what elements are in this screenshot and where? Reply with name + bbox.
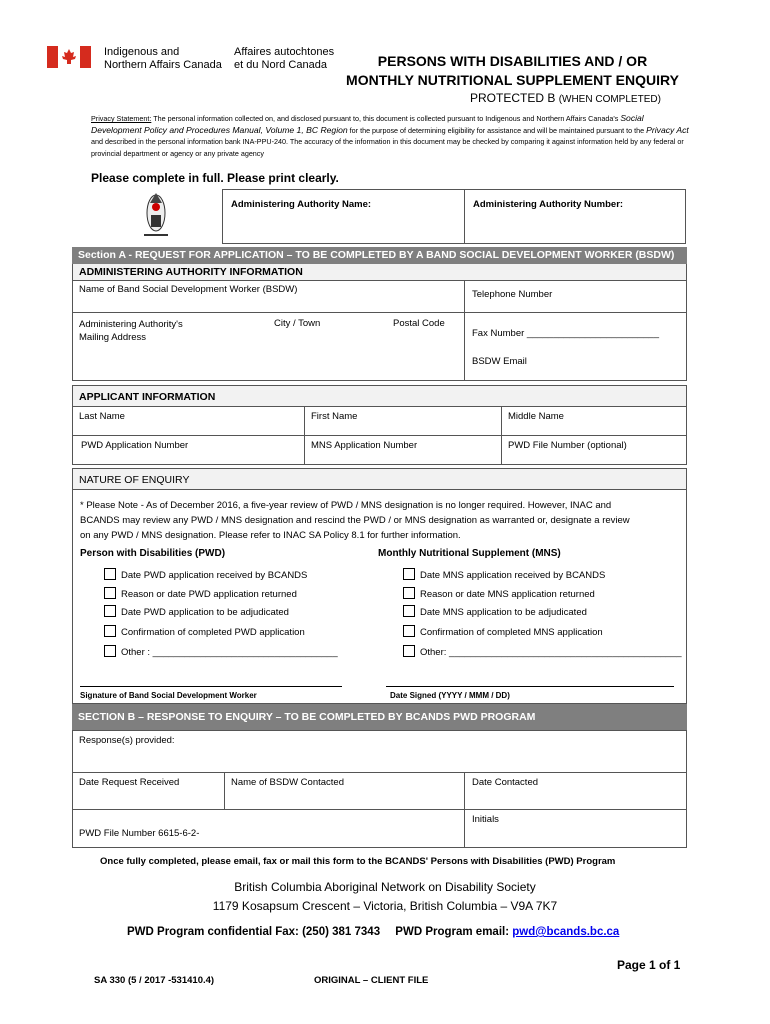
divider xyxy=(72,772,687,773)
mns-checkbox-other[interactable] xyxy=(403,645,682,658)
divider xyxy=(224,772,225,809)
protected-label xyxy=(470,91,661,105)
checkbox-icon[interactable] xyxy=(403,568,415,580)
middle-name-field[interactable]: Middle Name xyxy=(508,411,564,422)
divider xyxy=(72,435,687,436)
divider xyxy=(304,406,305,465)
nature-header: NATURE OF ENQUIRY xyxy=(72,468,687,490)
pwd-item-label: Date PWD application to be adjudicated xyxy=(121,607,289,618)
checkbox-icon[interactable] xyxy=(104,625,116,637)
postal-code-field[interactable]: Postal Code xyxy=(393,318,445,329)
checkbox-icon[interactable] xyxy=(104,587,116,599)
privacy-manual: Social Development Policy and Procedures Manual, Volume 1, BC Region xyxy=(91,113,644,135)
pwd-checkbox-returned[interactable] xyxy=(104,587,297,600)
program-fax: PWD Program confidential Fax: (250) 381 7343 xyxy=(127,926,381,938)
nature-note-3: on any PWD / MNS designation. Please refer to INAC SA Policy 8.1 for further information. xyxy=(80,530,461,541)
checkbox-icon[interactable] xyxy=(104,568,116,580)
divider xyxy=(501,406,502,465)
authority-info-subheader: ADMINISTERING AUTHORITY INFORMATION xyxy=(72,264,687,280)
section-a-header: Section A - REQUEST FOR APPLICATION – TO BE COMPLETED BY A BAND SOCIAL DEVELOPMENT WORKER (BSDW) xyxy=(72,247,687,264)
telephone-field[interactable]: Telephone Number xyxy=(472,289,553,300)
bsdw-contacted-field[interactable]: Name of BSDW Contacted xyxy=(231,777,344,788)
divider xyxy=(72,809,687,810)
checkbox-icon[interactable] xyxy=(403,645,415,657)
fax-line xyxy=(127,926,619,938)
mns-item-label: Reason or date MNS application returned xyxy=(420,589,595,600)
bcands-logo-icon xyxy=(138,189,174,239)
city-field[interactable]: City / Town xyxy=(274,318,321,329)
nature-note-2: BCANDS may review any PWD / MNS designation and rescind the PWD / or MNS designation as warranted or, designate a review xyxy=(80,515,630,526)
mns-item-label: Other: ____________________________________________ xyxy=(420,647,682,658)
page-number: Page 1 of 1 xyxy=(617,958,681,972)
privacy-act: Privacy Act xyxy=(646,124,689,135)
mns-application-number-field[interactable]: MNS Application Number xyxy=(311,440,418,451)
pwd-file-number-label[interactable]: PWD File Number 6615-6-2- xyxy=(79,828,200,839)
form-number: SA 330 (5 / 2017 -531410.4) xyxy=(94,975,215,986)
dept-en-line-2: Northern Affairs Canada xyxy=(104,59,222,71)
mns-heading: Monthly Nutritional Supplement (MNS) xyxy=(378,548,561,559)
mailing-address-field[interactable] xyxy=(79,318,183,344)
divider xyxy=(464,280,465,381)
canada-flag-icon xyxy=(47,46,91,68)
protected-b: PROTECTED B xyxy=(470,91,556,105)
mailing-label-2: Mailing Address xyxy=(79,332,147,343)
pwd-item-label: Date PWD application received by BCANDS xyxy=(121,570,308,581)
form-title-line-2: MONTHLY NUTRITIONAL SUPPLEMENT ENQUIRY xyxy=(346,72,679,88)
program-email-label: PWD Program email xyxy=(395,926,506,938)
mns-checkbox-received[interactable] xyxy=(403,568,605,581)
privacy-label: Privacy Statement: xyxy=(91,114,152,123)
date-contacted-field[interactable]: Date Contacted xyxy=(472,777,539,788)
authority-name-label: Administering Authority Name: xyxy=(231,199,372,210)
privacy-text-2: for the purpose of determining eligibility for assistance and will be maintained pursuant to the xyxy=(347,125,647,135)
dept-fr-line-2: et du Nord Canada xyxy=(234,59,327,71)
date-request-received-field[interactable]: Date Request Received xyxy=(79,777,180,788)
first-name-field[interactable]: First Name xyxy=(311,411,358,422)
mns-checkbox-confirmation[interactable] xyxy=(403,625,603,638)
pwd-checkbox-received[interactable] xyxy=(104,568,307,581)
pwd-heading: Person with Disabilities (PWD) xyxy=(80,548,226,559)
pwd-file-number-field[interactable]: PWD File Number (optional) xyxy=(508,440,627,451)
pwd-item-label: Reason or date PWD application returned xyxy=(121,589,297,600)
mns-item-label: Date MNS application received by BCANDS xyxy=(420,570,606,581)
privacy-text-1: The personal information collected on, and disclosed pursuant to, this document is collected pursuant to Indigenous and Northern Affairs Canada's xyxy=(151,114,621,123)
dept-fr-line-1: Affaires autochtones xyxy=(234,46,335,58)
department-name-en xyxy=(104,46,222,72)
bsdw-name-field[interactable]: Name of Band Social Development Worker (BSDW) xyxy=(79,284,298,295)
checkbox-icon[interactable] xyxy=(403,587,415,599)
checkbox-icon[interactable] xyxy=(403,625,415,637)
privacy-text-3: and described in the personal information bank INA-PPU-240. The accuracy of the information in this document may be checked by comparing it against information held by any federal or provincial department or agency or any private agency xyxy=(91,137,684,158)
pwd-application-number-field[interactable]: PWD Application Number xyxy=(81,440,189,451)
signature-label: Signature of Band Social Development Worker xyxy=(80,691,257,700)
protected-note: (WHEN COMPLETED) xyxy=(558,94,661,105)
pwd-item-label: Other : ___________________________________ xyxy=(121,647,338,658)
authority-number-field[interactable] xyxy=(464,189,686,244)
original-client-file: ORIGINAL – CLIENT FILE xyxy=(314,975,429,986)
form-title xyxy=(340,52,685,90)
mns-item-label: Confirmation of completed MNS application xyxy=(420,627,603,638)
program-email-link[interactable]: pwd@bcands.bc.ca xyxy=(512,926,620,938)
checkbox-icon[interactable] xyxy=(403,605,415,617)
org-name: British Columbia Aboriginal Network on Disability Society xyxy=(234,880,536,894)
mns-checkbox-returned[interactable] xyxy=(403,587,595,600)
mns-checkbox-adjudicated[interactable] xyxy=(403,605,587,618)
pwd-checkbox-adjudicated[interactable] xyxy=(104,605,289,618)
initials-field[interactable]: Initials xyxy=(472,814,499,825)
date-signed-label: Date Signed (YYYY / MMM / DD) xyxy=(390,691,510,700)
divider xyxy=(464,312,687,313)
department-name-fr xyxy=(234,46,334,72)
org-address xyxy=(0,878,770,916)
submission-instructions: Once fully completed, please email, fax or mail this form to the BCANDS' Persons with Disabilities (PWD) Program xyxy=(100,856,616,867)
privacy-statement xyxy=(91,113,691,159)
last-name-field[interactable]: Last Name xyxy=(79,411,125,422)
pwd-checkbox-confirmation[interactable] xyxy=(104,625,305,638)
responses-field[interactable]: Response(s) provided: xyxy=(79,735,175,746)
pwd-item-label: Confirmation of completed PWD application xyxy=(121,627,305,638)
mailing-label-1: Administering Authority's xyxy=(79,319,183,330)
signature-line[interactable] xyxy=(80,686,342,687)
pwd-checkbox-other[interactable] xyxy=(104,645,338,658)
authority-name-field[interactable] xyxy=(222,189,465,244)
form-title-line-1: PERSONS WITH DISABILITIES AND / OR xyxy=(377,53,648,69)
checkbox-icon[interactable] xyxy=(104,605,116,617)
checkbox-icon[interactable] xyxy=(104,645,116,657)
divider xyxy=(72,312,465,313)
org-address-line: 1179 Kosapsum Crescent – Victoria, British Columbia – V9A 7K7 xyxy=(212,899,558,913)
instructions: Please complete in full. Please print clearly. xyxy=(91,171,339,185)
applicant-info-header: APPLICANT INFORMATION xyxy=(72,385,687,407)
date-signed-line[interactable] xyxy=(386,686,674,687)
nature-note xyxy=(80,498,630,543)
nature-note-1: * Please Note - As of December 2016, a five-year review of PWD / MNS designation is no longer required. However, INAC and xyxy=(80,500,612,511)
mns-item-label: Date MNS application to be adjudicated xyxy=(420,607,587,618)
colon: : xyxy=(505,926,513,938)
section-b-header: SECTION B – RESPONSE TO ENQUIRY – TO BE COMPLETED BY BCANDS PWD PROGRAM xyxy=(72,704,687,730)
divider xyxy=(464,772,465,848)
bsdw-email-field[interactable]: BSDW Email xyxy=(472,356,527,367)
fax-field[interactable]: Fax Number _________________________ xyxy=(472,328,659,339)
dept-en-line-1: Indigenous and xyxy=(104,46,180,58)
authority-number-label: Administering Authority Number: xyxy=(473,199,624,210)
